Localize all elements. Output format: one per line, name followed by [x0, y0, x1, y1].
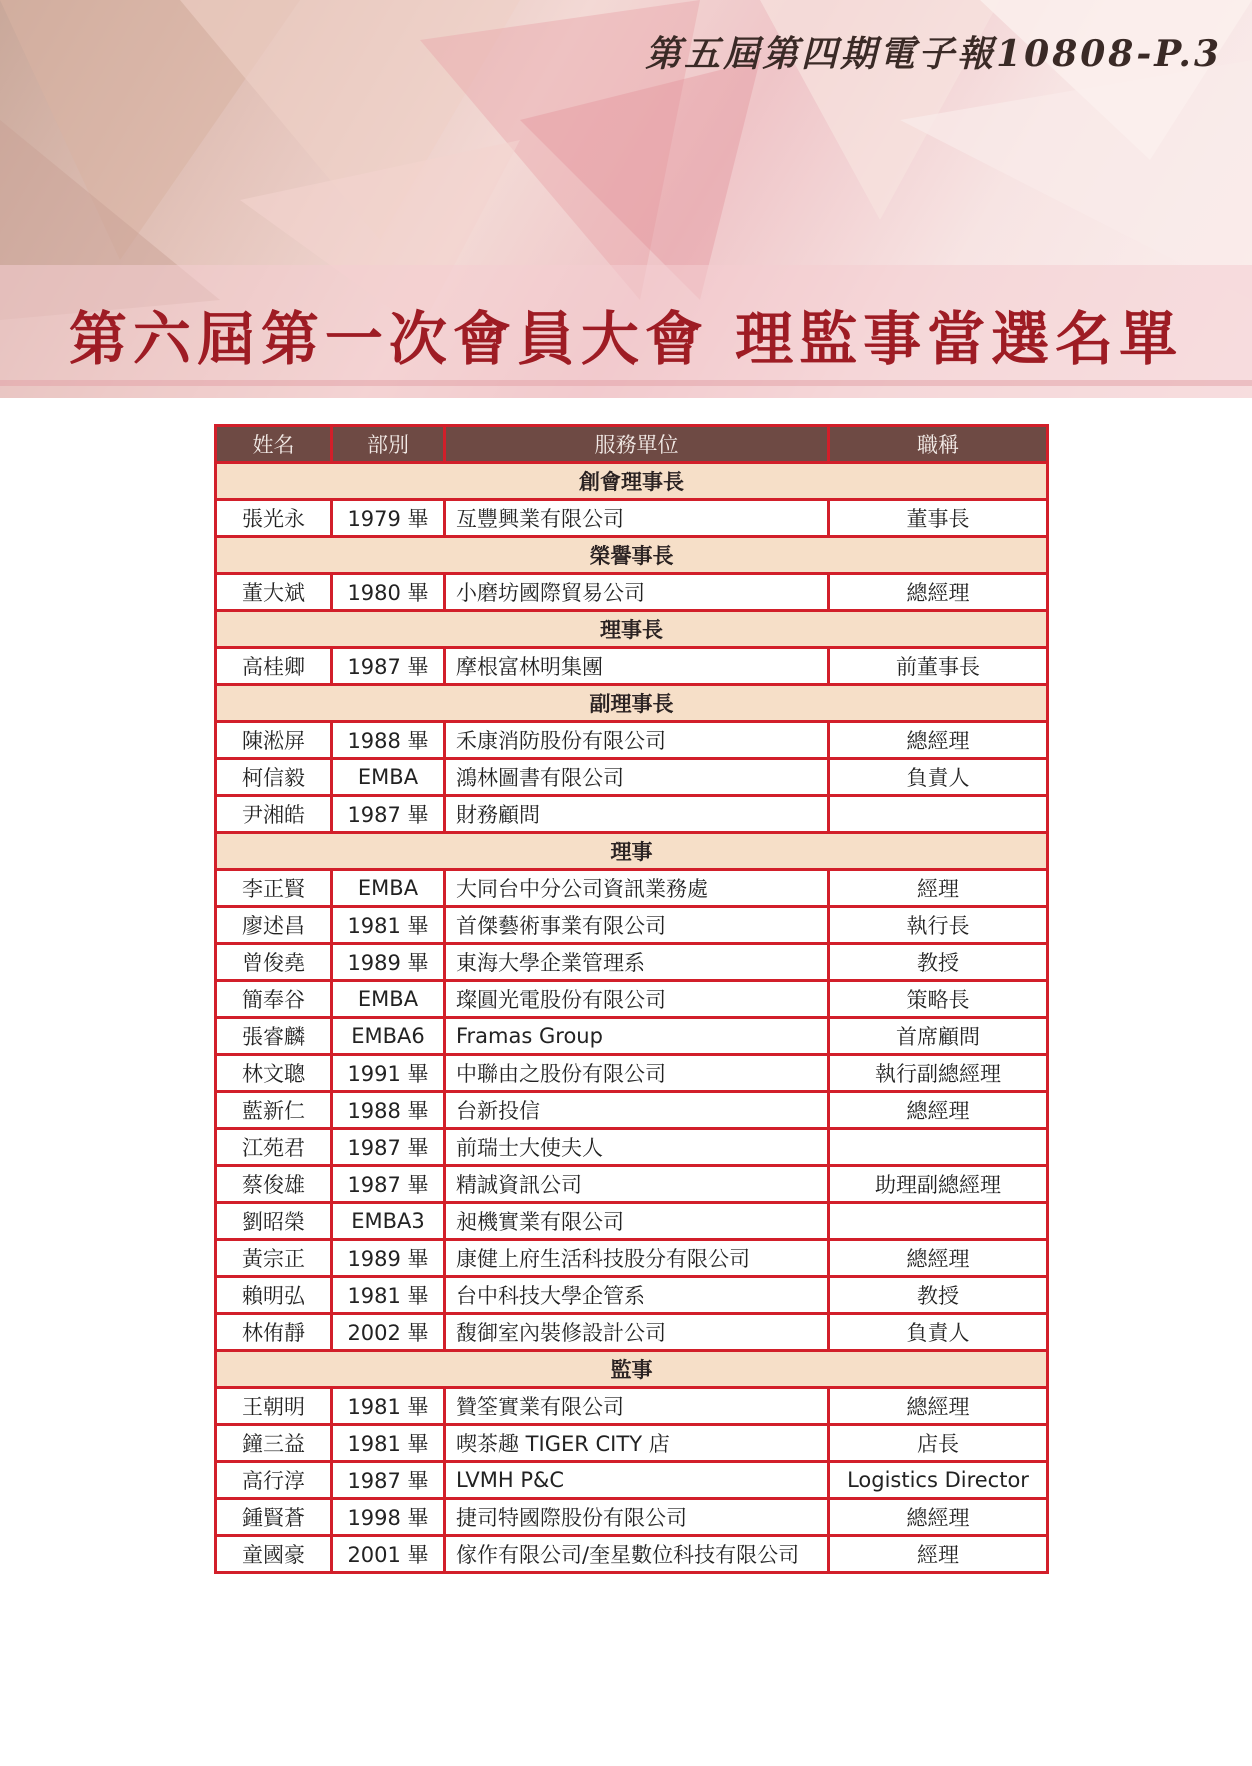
dept-cell: 1987 畢 — [332, 1129, 445, 1166]
dept-cell: 1981 畢 — [332, 1388, 445, 1425]
name-cell: 江苑君 — [216, 1129, 332, 1166]
title-cell: 店長 — [829, 1425, 1048, 1462]
dept-cell: 1989 畢 — [332, 1240, 445, 1277]
org-cell: 康健上府生活科技股分有限公司 — [445, 1240, 829, 1277]
org-cell: 昶機實業有限公司 — [445, 1203, 829, 1240]
title-cell: 策略長 — [829, 981, 1048, 1018]
table-row — [216, 1203, 1048, 1240]
title-cell: 執行副總經理 — [829, 1055, 1048, 1092]
org-cell: 大同台中分公司資訊業務處 — [445, 870, 829, 907]
section-label: 理事 — [216, 833, 1048, 870]
title-cell: 經理 — [829, 870, 1048, 907]
table-row — [216, 1018, 1048, 1055]
page-title: 第六屆第一次會員大會 理監事當選名單 — [68, 305, 1184, 373]
column-header-dept: 部別 — [332, 426, 445, 463]
org-cell: 喫茶趣 TIGER CITY 店 — [445, 1425, 829, 1462]
dept-cell: EMBA6 — [332, 1018, 445, 1055]
table-row — [216, 574, 1048, 611]
title-cell: 負責人 — [829, 759, 1048, 796]
org-cell: 鴻林圖書有限公司 — [445, 759, 829, 796]
org-cell: 傢作有限公司/奎星數位科技有限公司 — [445, 1536, 829, 1573]
org-cell: 台中科技大學企管系 — [445, 1277, 829, 1314]
section-row — [216, 1351, 1048, 1388]
org-cell: 東海大學企業管理系 — [445, 944, 829, 981]
org-cell: 首傑藝術事業有限公司 — [445, 907, 829, 944]
org-cell: 禾康消防股份有限公司 — [445, 722, 829, 759]
name-cell: 藍新仁 — [216, 1092, 332, 1129]
table-row — [216, 1462, 1048, 1499]
dept-cell: 2001 畢 — [332, 1536, 445, 1573]
section-label: 榮譽事長 — [216, 537, 1048, 574]
org-cell: Framas Group — [445, 1018, 829, 1055]
title-cell: 首席顧問 — [829, 1018, 1048, 1055]
org-cell: 馥御室內裝修設計公司 — [445, 1314, 829, 1351]
title-cell: 董事長 — [829, 500, 1048, 537]
dept-cell: 2002 畢 — [332, 1314, 445, 1351]
name-cell: 鍾賢蒼 — [216, 1499, 332, 1536]
dept-cell: 1987 畢 — [332, 1462, 445, 1499]
title-cell: 經理 — [829, 1536, 1048, 1573]
table-row — [216, 1314, 1048, 1351]
roster-table-wrapper — [214, 424, 1046, 1574]
org-cell: LVMH P&C — [445, 1462, 829, 1499]
section-label: 創會理事長 — [216, 463, 1048, 500]
issue-label: 第五屆第四期電子報10808-P.3 — [645, 33, 1222, 75]
title-cell: 總經理 — [829, 1499, 1048, 1536]
section-label: 副理事長 — [216, 685, 1048, 722]
name-cell: 尹湘皓 — [216, 796, 332, 833]
org-cell: 亙豐興業有限公司 — [445, 500, 829, 537]
table-row — [216, 907, 1048, 944]
section-label: 理事長 — [216, 611, 1048, 648]
dept-cell: EMBA — [332, 870, 445, 907]
dept-cell: 1981 畢 — [332, 1277, 445, 1314]
dept-cell: 1981 畢 — [332, 1425, 445, 1462]
table-header-row — [216, 426, 1048, 463]
roster-body — [216, 463, 1048, 1573]
dept-cell: EMBA — [332, 981, 445, 1018]
dept-cell: 1980 畢 — [332, 574, 445, 611]
title-cell: 助理副總經理 — [829, 1166, 1048, 1203]
name-cell: 林文聰 — [216, 1055, 332, 1092]
name-cell: 曾俊堯 — [216, 944, 332, 981]
org-cell: 前瑞士大使夫人 — [445, 1129, 829, 1166]
header-banner — [0, 0, 1252, 398]
column-header-title: 職稱 — [829, 426, 1048, 463]
dept-cell: 1998 畢 — [332, 1499, 445, 1536]
table-row — [216, 648, 1048, 685]
dept-cell: 1988 畢 — [332, 722, 445, 759]
title-cell: 前董事長 — [829, 648, 1048, 685]
name-cell: 高行淳 — [216, 1462, 332, 1499]
roster-table — [214, 424, 1049, 1574]
title-cell: 負責人 — [829, 1314, 1048, 1351]
section-row — [216, 833, 1048, 870]
dept-cell: 1987 畢 — [332, 796, 445, 833]
table-row — [216, 1388, 1048, 1425]
name-cell: 高桂卿 — [216, 648, 332, 685]
name-cell: 廖述昌 — [216, 907, 332, 944]
name-cell: 張光永 — [216, 500, 332, 537]
table-row — [216, 1092, 1048, 1129]
name-cell: 蔡俊雄 — [216, 1166, 332, 1203]
dept-cell: 1988 畢 — [332, 1092, 445, 1129]
dept-cell: 1981 畢 — [332, 907, 445, 944]
name-cell: 張睿麟 — [216, 1018, 332, 1055]
name-cell: 王朝明 — [216, 1388, 332, 1425]
title-cell: 總經理 — [829, 722, 1048, 759]
table-row — [216, 1129, 1048, 1166]
table-row — [216, 981, 1048, 1018]
name-cell: 陳淞屏 — [216, 722, 332, 759]
dept-cell: 1979 畢 — [332, 500, 445, 537]
table-row — [216, 1425, 1048, 1462]
dept-cell: 1989 畢 — [332, 944, 445, 981]
name-cell: 李正賢 — [216, 870, 332, 907]
name-cell: 童國豪 — [216, 1536, 332, 1573]
title-cell: Logistics Director — [829, 1462, 1048, 1499]
org-cell: 精誠資訊公司 — [445, 1166, 829, 1203]
dept-cell: EMBA3 — [332, 1203, 445, 1240]
title-cell: 執行長 — [829, 907, 1048, 944]
name-cell: 黃宗正 — [216, 1240, 332, 1277]
name-cell: 賴明弘 — [216, 1277, 332, 1314]
name-cell: 林侑靜 — [216, 1314, 332, 1351]
org-cell: 台新投信 — [445, 1092, 829, 1129]
dept-cell: EMBA — [332, 759, 445, 796]
title-cell — [829, 796, 1048, 833]
name-cell: 簡奉谷 — [216, 981, 332, 1018]
title-cell: 總經理 — [829, 1092, 1048, 1129]
title-cell: 總經理 — [829, 1240, 1048, 1277]
dept-cell: 1991 畢 — [332, 1055, 445, 1092]
table-row — [216, 1499, 1048, 1536]
org-cell: 璨圓光電股份有限公司 — [445, 981, 829, 1018]
name-cell: 柯信毅 — [216, 759, 332, 796]
table-row — [216, 944, 1048, 981]
section-row — [216, 685, 1048, 722]
section-label: 監事 — [216, 1351, 1048, 1388]
dept-cell: 1987 畢 — [332, 648, 445, 685]
title-cell — [829, 1203, 1048, 1240]
table-row — [216, 796, 1048, 833]
table-row — [216, 1055, 1048, 1092]
table-row — [216, 500, 1048, 537]
table-row — [216, 759, 1048, 796]
column-header-org: 服務單位 — [445, 426, 829, 463]
column-header-name: 姓名 — [216, 426, 332, 463]
section-row — [216, 611, 1048, 648]
org-cell: 小磨坊國際貿易公司 — [445, 574, 829, 611]
org-cell: 中聯由之股份有限公司 — [445, 1055, 829, 1092]
section-row — [216, 537, 1048, 574]
title-cell: 總經理 — [829, 1388, 1048, 1425]
table-row — [216, 870, 1048, 907]
org-cell: 摩根富林明集團 — [445, 648, 829, 685]
title-cell — [829, 1129, 1048, 1166]
title-cell: 教授 — [829, 1277, 1048, 1314]
table-row — [216, 1166, 1048, 1203]
name-cell: 鐘三益 — [216, 1425, 332, 1462]
table-row — [216, 1277, 1048, 1314]
table-row — [216, 722, 1048, 759]
title-cell: 教授 — [829, 944, 1048, 981]
table-row — [216, 1240, 1048, 1277]
section-row — [216, 463, 1048, 500]
name-cell: 劉昭榮 — [216, 1203, 332, 1240]
dept-cell: 1987 畢 — [332, 1166, 445, 1203]
name-cell: 董大斌 — [216, 574, 332, 611]
org-cell: 捷司特國際股份有限公司 — [445, 1499, 829, 1536]
org-cell: 贊筌實業有限公司 — [445, 1388, 829, 1425]
table-row — [216, 1536, 1048, 1573]
title-cell: 總經理 — [829, 574, 1048, 611]
org-cell: 財務顧問 — [445, 796, 829, 833]
band-divider — [0, 380, 1252, 386]
